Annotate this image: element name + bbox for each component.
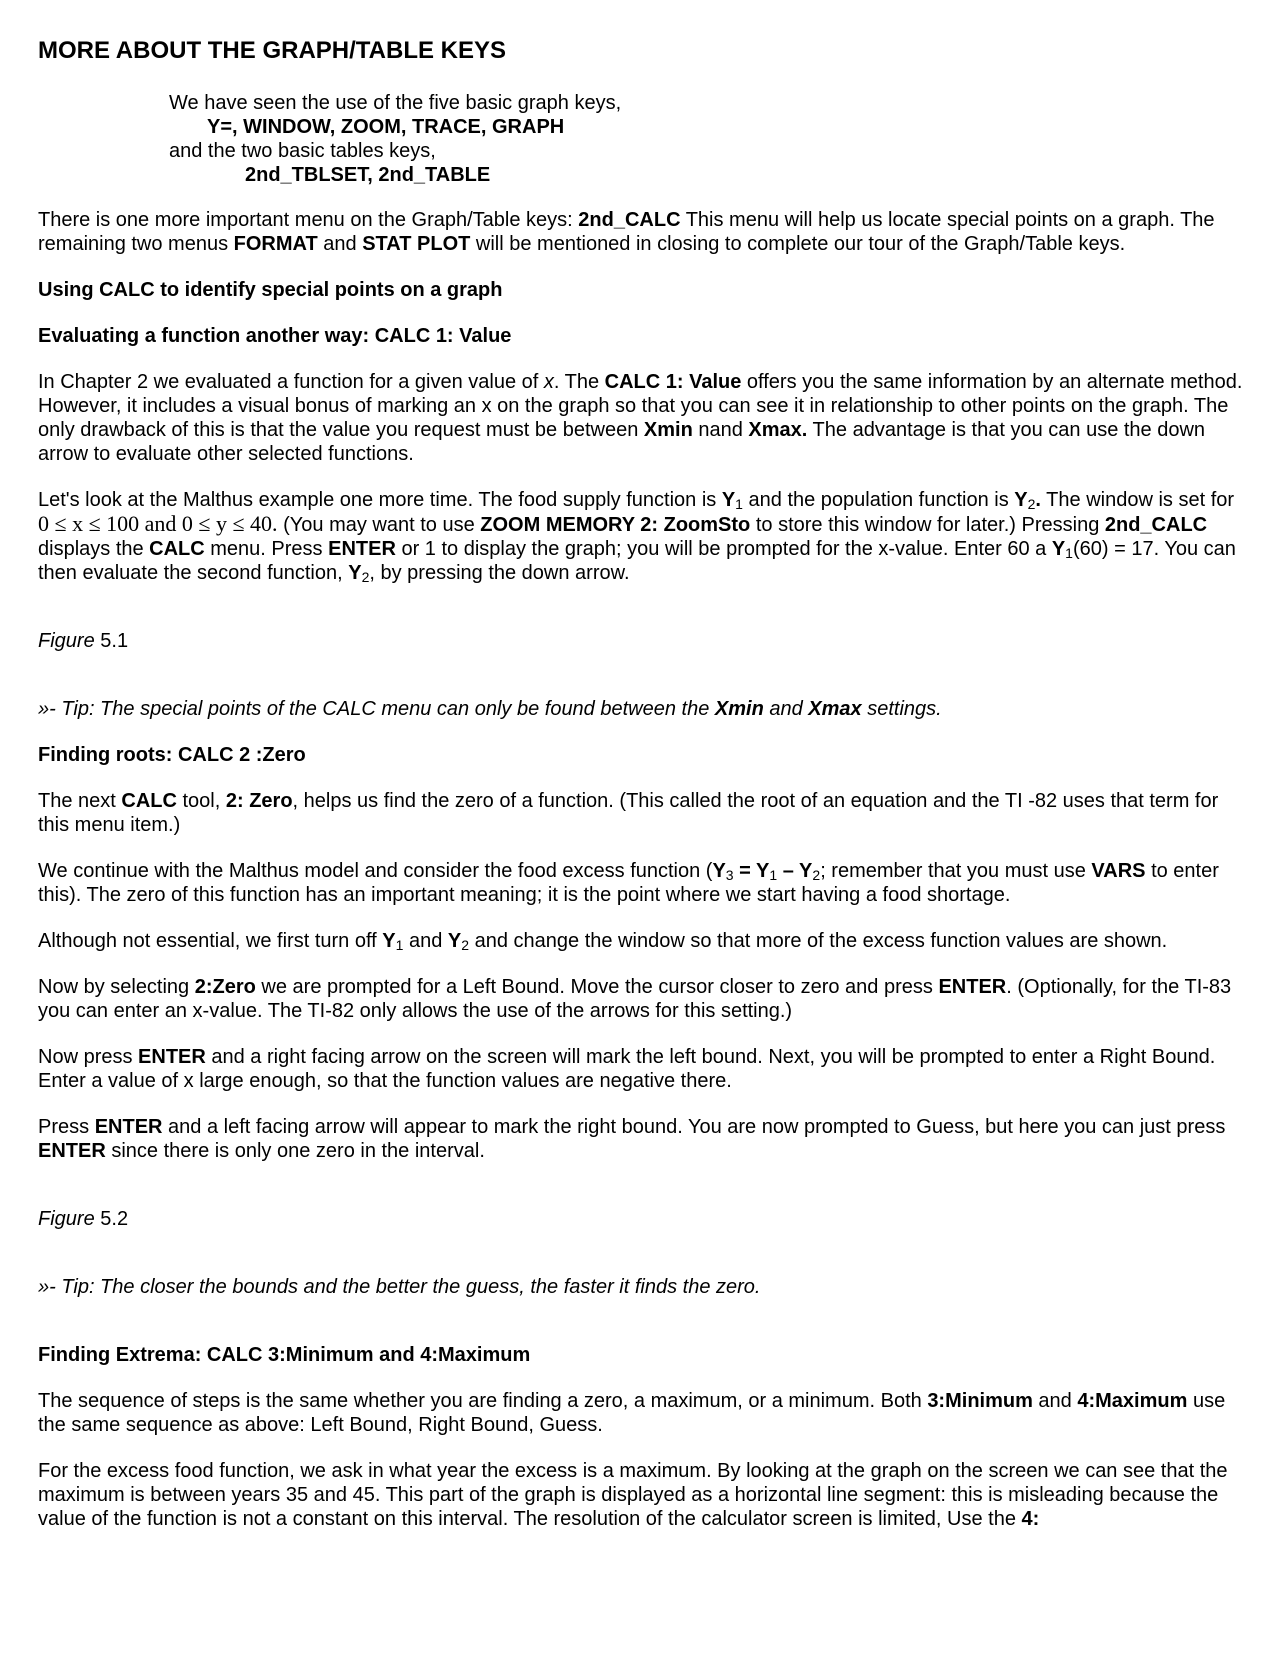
intro-graph-keys: Y=, WINDOW, ZOOM, TRACE, GRAPH	[207, 116, 565, 138]
figure-5-1-caption: Figure 5.1	[38, 630, 129, 652]
paragraph-food-excess: We continue with the Malthus model and consider the food excess function ($Y_3 = Y_1 - Y_2$; remember that you must use VARS to enter this). The zero of this function has an important meaning; it is the point where we start having a food shortage.	[38, 860, 1219, 906]
paragraph-zero-tool: The next CALC tool, 2: Zero, helps us find the zero of a function. (This called the root of an equation and the TI -82 uses that term for this menu item.)	[38, 790, 1219, 836]
intro-line-2: and the two basic tables keys,	[169, 140, 436, 162]
paragraph-turn-off: Although not essential, we first turn off $Y_1$ and $Y_2$ and change the window so that more of the excess function values are shown.	[38, 930, 1168, 953]
tip-bounds: »- Tip: The closer the bounds and the better the guess, the faster it finds the zero.	[38, 1276, 761, 1298]
intro-block	[38, 91, 1248, 187]
heading-finding-roots: Finding roots: CALC 2 :Zero	[38, 744, 306, 766]
paragraph-left-bound: Now by selecting 2:Zero we are prompted for a Left Bound. Move the cursor closer to zero and press ENTER. (Optionally, for the TI-83 you can enter an x-value. The TI-82 only allows the use of the arrows for this setting.)	[38, 976, 1232, 1022]
paragraph-calc-value: In Chapter 2 we evaluated a function for a given value of x. The CALC 1: Value offers you the same information by an alternate method. However, it includes a visual bonus of marking an x on the graph so that you can see it in relationship to other points on the graph. The only drawback of this is that the value you request must be between Xmin nand Xmax. The advantage is that you can use the down arrow to evaluate other selected functions.	[38, 371, 1243, 465]
paragraph-malthus: Let's look at the Malthus example one more time. The food supply function is $Y_1$ and the population function is $Y_2$. The window is set for 0 ≤ x ≤ 100 and 0 ≤ y ≤ 40. (You may want to use ZOOM MEMORY 2: ZoomSto to store this window for later.) Pressing 2nd_CALC displays the CALC menu. Press ENTER or 1 to display the graph; you will be prompted for the x-value. Enter 60 a $Y_1(60) = 17$. You can then evaluate the second function, $Y_2$, by pressing the down arrow.	[38, 489, 1236, 585]
heading-using-calc: Using CALC to identify special points on a graph	[38, 279, 503, 301]
page-title: MORE ABOUT THE GRAPH/TABLE KEYS	[38, 37, 507, 64]
heading-calc-value: Evaluating a function another way: CALC 1: Value	[38, 325, 512, 347]
window-inequality: 0 ≤ x ≤ 100 and 0 ≤ y ≤ 40.	[38, 511, 278, 536]
intro-table-keys: 2nd_TBLSET, 2nd_TABLE	[245, 164, 491, 186]
figure-5-2-caption: Figure 5.2	[38, 1208, 129, 1230]
paragraph-extrema-steps: The sequence of steps is the same whether you are finding a zero, a maximum, or a minimum. Both 3:Minimum and 4:Maximum use the same sequence as above: Left Bound, Right Bound, Guess.	[38, 1390, 1226, 1436]
heading-finding-extrema: Finding Extrema: CALC 3:Minimum and 4:Maximum	[38, 1344, 531, 1366]
paragraph-guess: Press ENTER and a left facing arrow will appear to mark the right bound. You are now prompted to Guess, but here you can just press ENTER since there is only one zero in the interval.	[38, 1116, 1226, 1162]
paragraph-excess-maximum: For the excess food function, we ask in what year the excess is a maximum. By looking at the graph on the screen we can see that the maximum is between years 35 and 45. This part of the graph is displayed as a horizontal line segment: this is misleading because the value of the function is not a constant on this interval. The resolution of the calculator screen is limited, Use the 4:	[38, 1460, 1228, 1530]
intro-line-1: We have seen the use of the five basic graph keys,	[169, 92, 622, 114]
paragraph-right-bound: Now press ENTER and a right facing arrow on the screen will mark the left bound. Next, you will be prompted to enter a Right Bound. Enter a value of x large enough, so that the function values are negative there.	[38, 1046, 1216, 1092]
tip-calc-range: »- Tip: The special points of the CALC menu can only be found between the Xmin and Xmax settings.	[38, 698, 942, 720]
document-page	[38, 36, 1248, 1531]
paragraph-calc-menu: There is one more important menu on the Graph/Table keys: 2nd_CALC This menu will help us locate special points on a graph. The remaining two menus FORMAT and STAT PLOT will be mentioned in closing to complete our tour of the Graph/Table keys.	[38, 209, 1215, 255]
